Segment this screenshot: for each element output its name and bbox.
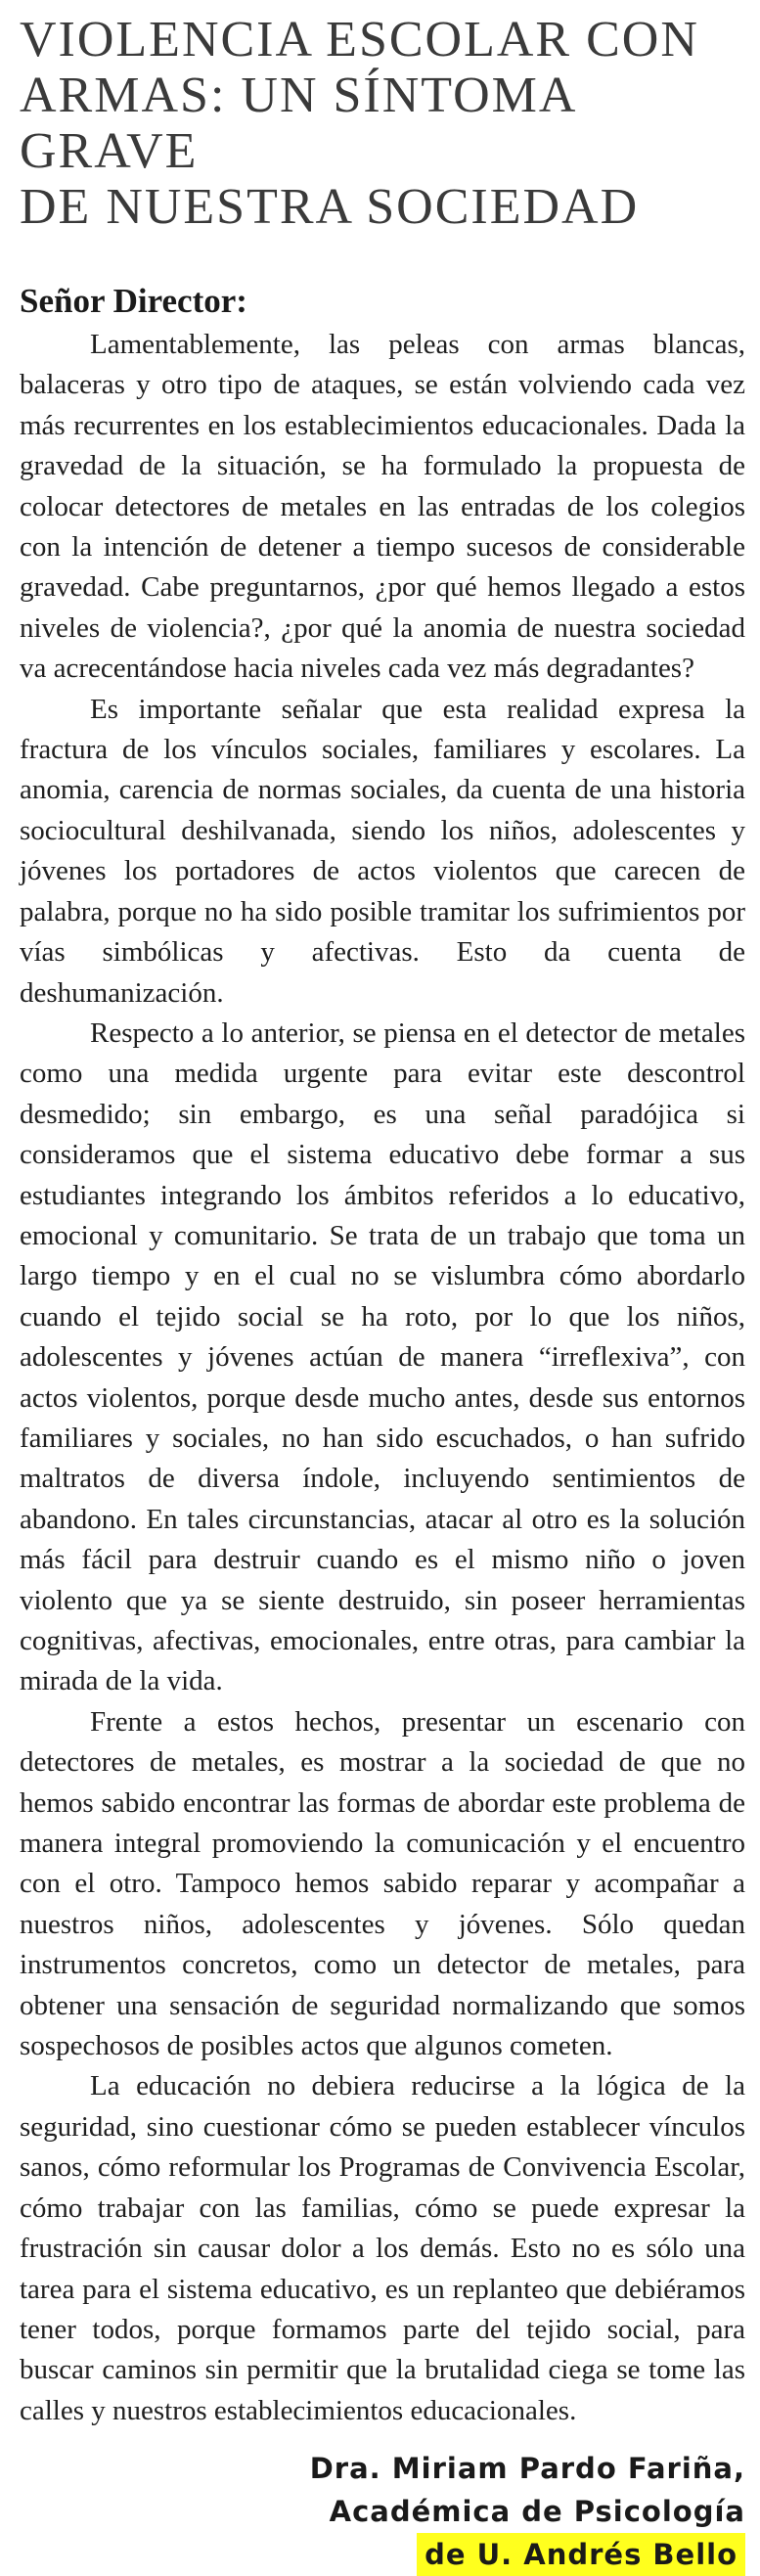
body-paragraph-1: Lamentablemente, las peleas con armas blancas, balaceras y otro tipo de ataques, se están volviendo cada vez más recurrentes en los establecimientos educacionales. Dada la gravedad de la situación, se ha formulado la propuesta de colocar detectores de metales en las entradas de los colegios con la intención de detener a tiempo sucesos de considerable gravedad. Cabe preguntarnos, ¿por qué hemos llegado a estos niveles de violencia?, ¿por qué la anomia de nuestra sociedad va acrecentándose hacia niveles cada vez más degradantes?	[20, 329, 745, 685]
headline-line-2: ARMAS: UN SÍNTOMA GRAVE	[20, 68, 575, 179]
signature-institution: de U. Andrés Bello	[417, 2533, 745, 2576]
signature-block	[20, 2447, 745, 2576]
salutation: Señor Director:	[20, 282, 247, 320]
headline-line-3: DE NUESTRA SOCIEDAD	[20, 179, 640, 235]
headline-line-1: VIOLENCIA ESCOLAR CON	[20, 12, 699, 68]
headline	[20, 12, 745, 235]
letter-page	[20, 12, 745, 2576]
signature-title: Académica de Psicología	[329, 2495, 745, 2529]
signature-name: Dra. Miriam Pardo Fariña,	[309, 2452, 745, 2486]
body-paragraph-3: Respecto a lo anterior, se piensa en el detector de metales como una medida urgente para evitar este descontrol desmedido; sin embargo, es una señal paradójica si consideramos que el sistema educativo debe formar a sus estudiantes integrando los ámbitos referidos a lo educativo, emocional y comunitario. Se trata de un trabajo que toma un largo tiempo y en el cual no se vislumbra cómo abordarlo cuando el tejido social se ha roto, por lo que los niños, adolescentes y jóvenes actúan de manera “irreflexiva”, con actos violentos, porque desde mucho antes, desde sus entornos familiares y sociales, no han sido escuchados, o han sufrido maltratos de diversa índole, incluyendo sentimientos de abandono. En tales circunstancias, atacar al otro es la solución más fácil para destruir cuando es el mismo niño o joven violento que ya se siente destruido, sin poseer herramientas cognitivas, afectivas, emocionales, entre otras, para cambiar la mirada de la vida.	[20, 1017, 745, 1697]
body-paragraph-2: Es importante señalar que esta realidad expresa la fractura de los vínculos sociales, familiares y escolares. La anomia, carencia de normas sociales, da cuenta de una historia sociocultural deshilvanada, siendo los niños, adolescentes y jóvenes los portadores de actos violentos que carecen de palabra, porque no ha sido posible tramitar los sufrimientos por vías simbólicas y afectivas. Esto da cuenta de deshumanización.	[20, 693, 745, 1009]
body-paragraph-4: Frente a estos hechos, presentar un escenario con detectores de metales, es mostrar a la sociedad de que no hemos sabido encontrar las formas de abordar este problema de manera integral promoviendo la comunicación y el encuentro con el otro. Tampoco hemos sabido reparar y acompañar a nuestros niños, adolescentes y jóvenes. Sólo quedan instrumentos concretos, como un detector de metales, para obtener una sensación de seguridad normalizando que somos sospechosos de posibles actos que algunos cometen.	[20, 1705, 745, 2062]
body-paragraph-5: La educación no debiera reducirse a la lógica de la seguridad, sino cuestionar cómo se pueden establecer vínculos sanos, cómo reformular los Programas de Convivencia Escolar, cómo trabajar con las familias, cómo se puede expresar la frustración sin causar dolor a los demás. Esto no es sólo una tarea para el sistema educativo, es un replanteo que debiéramos tener todos, porque formamos parte del tejido social, para buscar caminos sin permitir que la brutalidad ciega se tome las calles y nuestros establecimientos educacionales.	[20, 2070, 745, 2426]
